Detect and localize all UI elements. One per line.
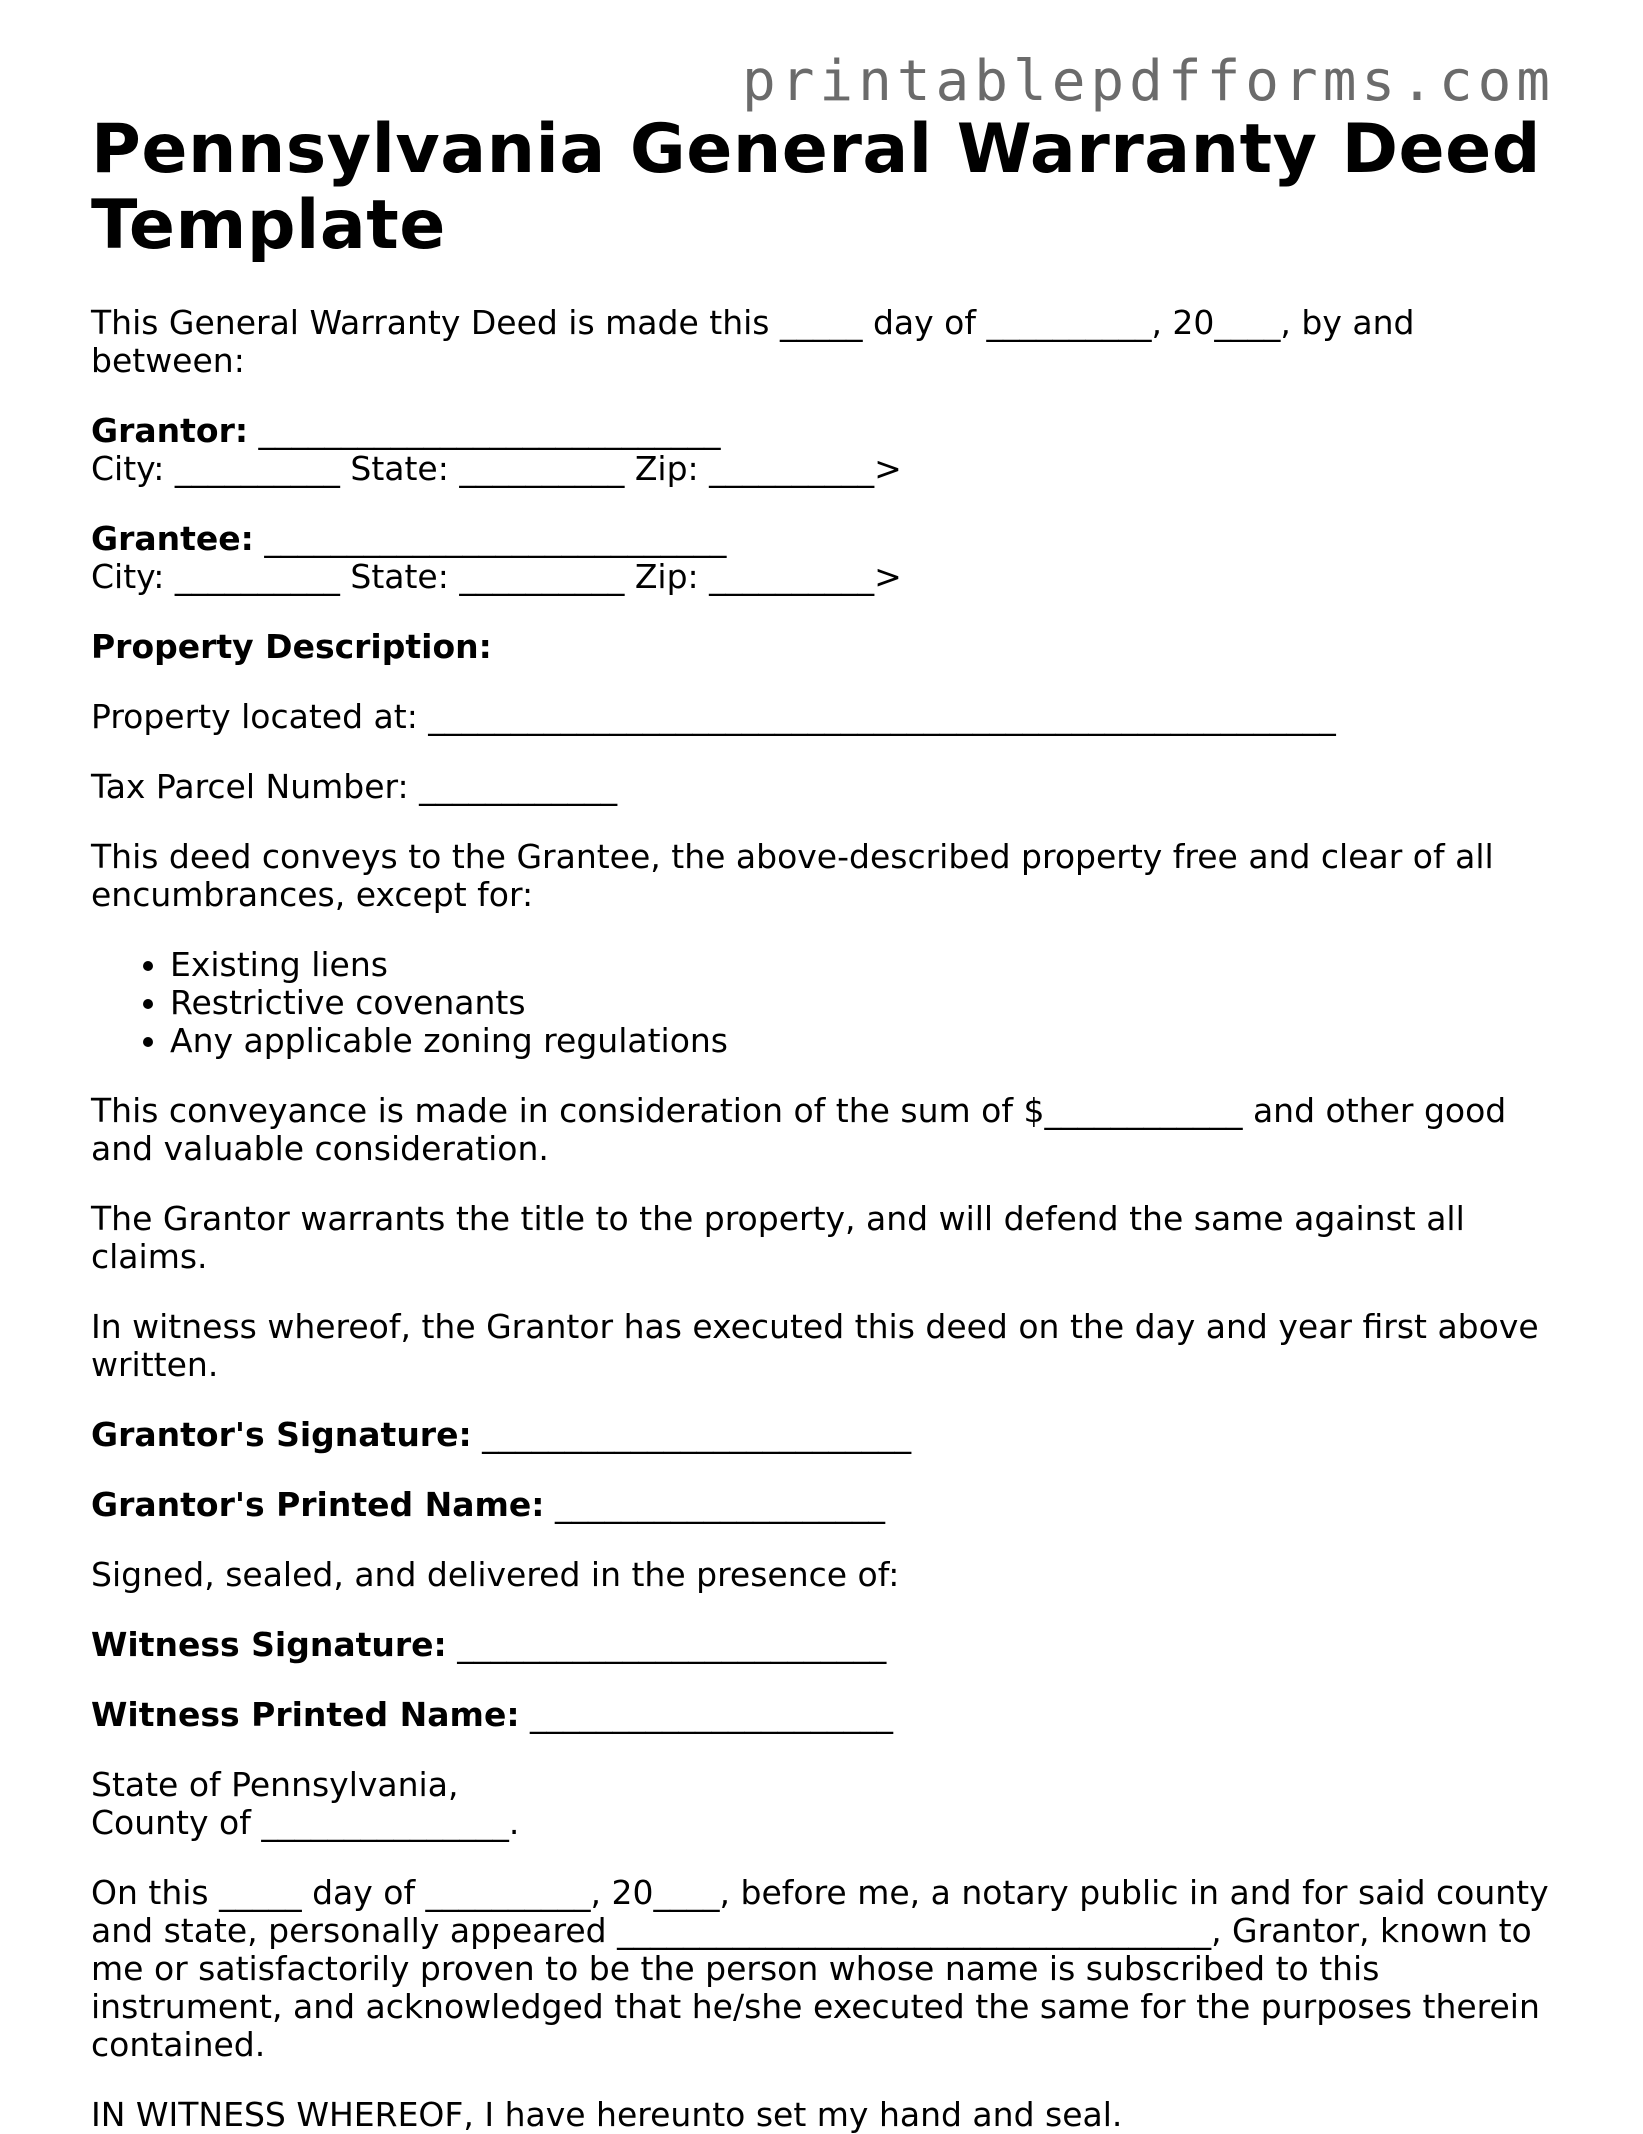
grantor-signature-line bbox=[91, 1416, 1561, 1454]
closing-line: IN WITNESS WHEREOF, I have hereunto set my hand and seal. bbox=[91, 2095, 1123, 2134]
exceptions-list bbox=[91, 946, 1561, 1060]
venue-county[interactable]: County of _______________. bbox=[91, 1803, 520, 1842]
grantor-line bbox=[91, 412, 1561, 450]
witness-printed-name-field[interactable]: ______________________ bbox=[519, 1695, 894, 1734]
list-item: • Any applicable zoning regulations bbox=[170, 1022, 1561, 1060]
list-item: • Existing liens bbox=[170, 946, 1561, 984]
grantor-printed-name-field[interactable]: ____________________ bbox=[544, 1485, 885, 1524]
grantor-name-field[interactable]: ____________________________ bbox=[248, 411, 721, 450]
witness-whereof-paragraph: In witness whereof, the Grantor has executed this deed on the day and year first above written. bbox=[91, 1307, 1539, 1384]
grantor-label: Grantor: bbox=[91, 411, 249, 450]
consideration-paragraph: This conveyance is made in consideration of the sum of $____________ and other good and valuable consideration. bbox=[91, 1091, 1507, 1168]
notary-paragraph: On this _____ day of __________, 20____, before me, a notary public in and for said county and state, personally appeared ____________________________________, Grantor, known to me or satisfactorily proven to be the person whose name is subscribed to this instrument, and acknowledged that he/she executed the same for the purposes therein contained. bbox=[91, 1873, 1549, 2064]
property-heading: Property Description: bbox=[91, 627, 492, 666]
witness-signature-line bbox=[91, 1626, 1561, 1664]
grantor-printed-name-label: Grantor's Printed Name: bbox=[91, 1485, 545, 1524]
grantee-address-line[interactable]: City: __________ State: __________ Zip: __________> bbox=[91, 557, 902, 596]
witness-signature-field[interactable]: __________________________ bbox=[446, 1625, 887, 1664]
property-location-line[interactable]: Property located at: _______________________________________________________ bbox=[91, 697, 1336, 736]
grantor-printed-name-line bbox=[91, 1486, 1561, 1524]
grantor-signature-label: Grantor's Signature: bbox=[91, 1415, 472, 1454]
page-title: Pennsylvania General Warranty Deed Template bbox=[91, 110, 1541, 265]
grantor-address-line[interactable]: City: __________ State: __________ Zip: __________> bbox=[91, 449, 902, 488]
grantee-line bbox=[91, 520, 1561, 558]
document-page bbox=[91, 112, 1561, 2134]
presence-line: Signed, sealed, and delivered in the presence of: bbox=[91, 1555, 900, 1594]
grantee-name-field[interactable]: ____________________________ bbox=[253, 519, 727, 558]
witness-signature-label: Witness Signature: bbox=[91, 1625, 447, 1664]
watermark: printablepdfforms.com bbox=[741, 49, 1555, 114]
list-item: • Restrictive covenants bbox=[170, 984, 1561, 1022]
witness-printed-name-label: Witness Printed Name: bbox=[91, 1695, 520, 1734]
conveyance-paragraph: This deed conveys to the Grantee, the above-described property free and clear of all encumbrances, except for: bbox=[91, 837, 1494, 914]
grantee-label: Grantee: bbox=[91, 519, 254, 558]
warranty-paragraph: The Grantor warrants the title to the property, and will defend the same against all claims. bbox=[91, 1199, 1465, 1276]
tax-parcel-line[interactable]: Tax Parcel Number: ____________ bbox=[91, 767, 618, 806]
witness-printed-name-line bbox=[91, 1696, 1561, 1734]
venue-state: State of Pennsylvania, bbox=[91, 1765, 459, 1804]
intro-paragraph: This General Warranty Deed is made this _____ day of __________, 20____, by and between: bbox=[91, 303, 1415, 380]
grantor-signature-field[interactable]: __________________________ bbox=[471, 1415, 912, 1454]
